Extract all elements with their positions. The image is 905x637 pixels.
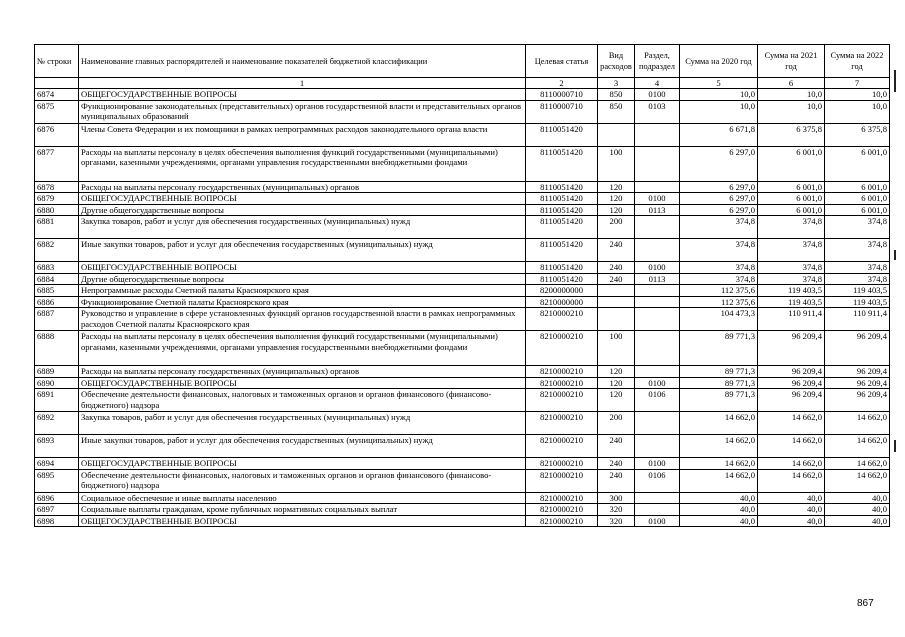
row-sum-2021: 6 375,8 [758, 123, 825, 146]
row-target-article: 8210000210 [526, 435, 598, 458]
row-name: ОБЩЕГОСУДАРСТВЕННЫЕ ВОПРОСЫ [79, 377, 526, 389]
row-number: 6885 [35, 285, 79, 297]
row-target-article: 8110051420 [526, 181, 598, 193]
row-sum-2022: 119 403,5 [825, 285, 890, 297]
row-section [635, 435, 680, 458]
row-name: Расходы на выплаты персоналу в целях обеспечения выполнения функций государственными (муниципальными) органами, казенными учреждениями, органами управления государственными внебюджетными фондами [79, 146, 526, 181]
row-number: 6897 [35, 504, 79, 516]
header-expense-type: Вид расходов [598, 45, 635, 78]
header-sum-2021: Сумма на 2021 год [758, 45, 825, 78]
row-sum-2020: 89 771,3 [680, 331, 758, 366]
row-name: Обеспечение деятельности финансовых, налоговых и таможенных органов и органов финансового (финансово-бюджетного) надзора [79, 469, 526, 492]
row-name: Функционирование законодательных (представительных) органов государственной власти и представительных органов муниципальных образований [79, 100, 526, 123]
row-number: 6882 [35, 239, 79, 262]
row-number: 6894 [35, 458, 79, 470]
row-sum-2020: 374,8 [680, 216, 758, 239]
column-index: 4 [635, 78, 680, 89]
row-sum-2020: 112 375,6 [680, 296, 758, 308]
row-sum-2021: 40,0 [758, 492, 825, 504]
row-sum-2020: 14 662,0 [680, 435, 758, 458]
row-expense-type: 300 [598, 492, 635, 504]
row-sum-2022: 14 662,0 [825, 469, 890, 492]
row-target-article: 8210000210 [526, 389, 598, 412]
header-sum-2020: Сумма на 2020 год [680, 45, 758, 78]
row-sum-2021: 374,8 [758, 216, 825, 239]
row-expense-type: 320 [598, 504, 635, 516]
row-section [635, 146, 680, 181]
row-sum-2020: 6 297,0 [680, 181, 758, 193]
row-expense-type: 240 [598, 435, 635, 458]
row-target-article: 8110051420 [526, 146, 598, 181]
row-number: 6874 [35, 89, 79, 101]
row-section: 0100 [635, 458, 680, 470]
row-number: 6876 [35, 123, 79, 146]
row-name: Функционирование Счетной палаты Красноярского края [79, 296, 526, 308]
row-target-article: 8210000210 [526, 515, 598, 527]
row-sum-2020: 89 771,3 [680, 377, 758, 389]
row-sum-2021: 6 001,0 [758, 181, 825, 193]
row-number: 6877 [35, 146, 79, 181]
budget-table [34, 44, 890, 527]
table-row [35, 285, 890, 297]
row-section [635, 216, 680, 239]
row-sum-2021: 374,8 [758, 262, 825, 274]
row-sum-2021: 96 209,4 [758, 389, 825, 412]
row-target-article: 8110000710 [526, 89, 598, 101]
row-sum-2022: 96 209,4 [825, 366, 890, 378]
table-row [35, 296, 890, 308]
row-name: Другие общегосударственные вопросы [79, 273, 526, 285]
row-section: 0103 [635, 100, 680, 123]
row-target-article: 8200000000 [526, 285, 598, 297]
row-sum-2021: 40,0 [758, 504, 825, 516]
row-sum-2020: 10,0 [680, 89, 758, 101]
table-row [35, 100, 890, 123]
row-sum-2021: 96 209,4 [758, 331, 825, 366]
row-section [635, 504, 680, 516]
row-number: 6891 [35, 389, 79, 412]
column-index: 3 [598, 78, 635, 89]
row-sum-2022: 10,0 [825, 100, 890, 123]
row-number: 6889 [35, 366, 79, 378]
row-name: Расходы на выплаты персоналу в целях обеспечения выполнения функций государственными (муниципальными) органами, казенными учреждениями, органами управления государственными внебюджетными фондами [79, 331, 526, 366]
table-row [35, 89, 890, 101]
row-number: 6895 [35, 469, 79, 492]
row-name: Иные закупки товаров, работ и услуг для обеспечения государственных (муниципальных) нужд [79, 239, 526, 262]
row-sum-2022: 14 662,0 [825, 412, 890, 435]
header-sum-2022: Сумма на 2022 год [825, 45, 890, 78]
row-expense-type: 120 [598, 366, 635, 378]
row-target-article: 8110051420 [526, 239, 598, 262]
row-sum-2022: 6 375,8 [825, 123, 890, 146]
row-sum-2020: 89 771,3 [680, 389, 758, 412]
column-index-row [35, 78, 890, 89]
row-name: Руководство и управление в сфере установленных функций органов государственной власти в рамках непрограммных расходов Счетной палаты Красноярского края [79, 308, 526, 331]
row-target-article: 8210000000 [526, 296, 598, 308]
row-target-article: 8210000210 [526, 504, 598, 516]
row-expense-type: 240 [598, 469, 635, 492]
row-sum-2020: 6 297,0 [680, 204, 758, 216]
row-sum-2020: 6 297,0 [680, 146, 758, 181]
row-sum-2021: 14 662,0 [758, 458, 825, 470]
row-number: 6875 [35, 100, 79, 123]
row-expense-type: 240 [598, 273, 635, 285]
row-section: 0100 [635, 89, 680, 101]
row-target-article: 8210000210 [526, 331, 598, 366]
row-section: 0113 [635, 273, 680, 285]
table-row [35, 331, 890, 366]
row-sum-2022: 6 001,0 [825, 204, 890, 216]
row-sum-2022: 110 911,4 [825, 308, 890, 331]
header-section: Раздел, подраздел [635, 45, 680, 78]
table-row [35, 239, 890, 262]
row-expense-type: 850 [598, 100, 635, 123]
row-name: Социальные выплаты гражданам, кроме публичных нормативных социальных выплат [79, 504, 526, 516]
row-sum-2022: 96 209,4 [825, 331, 890, 366]
row-target-article: 8210000210 [526, 377, 598, 389]
row-number: 6896 [35, 492, 79, 504]
table-row [35, 273, 890, 285]
table-row [35, 504, 890, 516]
row-target-article: 8110000710 [526, 100, 598, 123]
row-sum-2020: 112 375,6 [680, 285, 758, 297]
row-section [635, 285, 680, 297]
row-sum-2020: 374,8 [680, 273, 758, 285]
row-name: Члены Совета Федерации и их помощники в рамках непрограммных расходов законодательного органа власти [79, 123, 526, 146]
row-name: ОБЩЕГОСУДАРСТВЕННЫЕ ВОПРОСЫ [79, 458, 526, 470]
column-index: 5 [680, 78, 758, 89]
row-expense-type: 320 [598, 515, 635, 527]
table-row [35, 308, 890, 331]
row-section: 0100 [635, 262, 680, 274]
row-expense-type: 200 [598, 412, 635, 435]
row-sum-2021: 96 209,4 [758, 377, 825, 389]
row-section: 0100 [635, 193, 680, 205]
row-sum-2021: 119 403,5 [758, 285, 825, 297]
row-name: Непрограммные расходы Счетной палаты Красноярского края [79, 285, 526, 297]
table-row [35, 216, 890, 239]
row-sum-2022: 374,8 [825, 273, 890, 285]
row-sum-2020: 89 771,3 [680, 366, 758, 378]
row-number: 6878 [35, 181, 79, 193]
row-name: ОБЩЕГОСУДАРСТВЕННЫЕ ВОПРОСЫ [79, 89, 526, 101]
row-sum-2021: 374,8 [758, 239, 825, 262]
table-row [35, 515, 890, 527]
row-sum-2022: 14 662,0 [825, 458, 890, 470]
row-sum-2022: 374,8 [825, 216, 890, 239]
scan-edge-mark [894, 70, 896, 92]
row-name: Другие общегосударственные вопросы [79, 204, 526, 216]
row-target-article: 8110051420 [526, 273, 598, 285]
row-target-article: 8110051420 [526, 204, 598, 216]
row-name: ОБЩЕГОСУДАРСТВЕННЫЕ ВОПРОСЫ [79, 262, 526, 274]
row-sum-2020: 374,8 [680, 262, 758, 274]
table-row [35, 469, 890, 492]
table-row [35, 377, 890, 389]
row-sum-2020: 14 662,0 [680, 469, 758, 492]
row-sum-2021: 6 001,0 [758, 146, 825, 181]
row-sum-2020: 374,8 [680, 239, 758, 262]
row-target-article: 8210000210 [526, 308, 598, 331]
row-sum-2020: 10,0 [680, 100, 758, 123]
row-sum-2021: 96 209,4 [758, 366, 825, 378]
table-row [35, 204, 890, 216]
row-target-article: 8210000210 [526, 492, 598, 504]
header-name: Наименование главных распорядителей и наименование показателей бюджетной классификации [79, 45, 526, 78]
row-sum-2022: 40,0 [825, 492, 890, 504]
row-sum-2021: 374,8 [758, 273, 825, 285]
header-row-number: № строки [35, 45, 79, 78]
row-sum-2020: 40,0 [680, 504, 758, 516]
header-target-article: Целевая статья [526, 45, 598, 78]
row-expense-type [598, 296, 635, 308]
row-sum-2021: 14 662,0 [758, 412, 825, 435]
row-section: 0100 [635, 377, 680, 389]
row-target-article: 8110051420 [526, 262, 598, 274]
row-sum-2022: 96 209,4 [825, 377, 890, 389]
row-name: ОБЩЕГОСУДАРСТВЕННЫЕ ВОПРОСЫ [79, 193, 526, 205]
header-row [35, 45, 890, 78]
table-row [35, 181, 890, 193]
row-expense-type: 120 [598, 389, 635, 412]
row-sum-2021: 10,0 [758, 89, 825, 101]
row-section [635, 331, 680, 366]
row-name: Закупка товаров, работ и услуг для обеспечения государственных (муниципальных) нужд [79, 216, 526, 239]
row-expense-type: 850 [598, 89, 635, 101]
row-number: 6887 [35, 308, 79, 331]
column-index [35, 78, 79, 89]
row-expense-type: 120 [598, 193, 635, 205]
column-index: 2 [526, 78, 598, 89]
row-expense-type: 100 [598, 146, 635, 181]
row-number: 6881 [35, 216, 79, 239]
row-section: 0106 [635, 389, 680, 412]
row-name: Расходы на выплаты персоналу государственных (муниципальных) органов [79, 181, 526, 193]
row-number: 6883 [35, 262, 79, 274]
row-expense-type: 240 [598, 239, 635, 262]
row-name: Социальное обеспечение и иные выплаты населению [79, 492, 526, 504]
row-expense-type: 240 [598, 262, 635, 274]
scan-edge-mark [894, 250, 896, 260]
row-expense-type: 120 [598, 181, 635, 193]
table-body [35, 89, 890, 527]
table-row [35, 123, 890, 146]
row-sum-2021: 14 662,0 [758, 435, 825, 458]
row-sum-2020: 6 297,0 [680, 193, 758, 205]
row-target-article: 8210000210 [526, 458, 598, 470]
row-section [635, 239, 680, 262]
table-row [35, 146, 890, 181]
row-sum-2020: 40,0 [680, 515, 758, 527]
row-sum-2022: 6 001,0 [825, 181, 890, 193]
table-row [35, 389, 890, 412]
row-expense-type: 240 [598, 458, 635, 470]
table-row [35, 262, 890, 274]
row-sum-2022: 40,0 [825, 515, 890, 527]
row-number: 6879 [35, 193, 79, 205]
column-index: 6 [758, 78, 825, 89]
row-expense-type: 200 [598, 216, 635, 239]
row-target-article: 8110051420 [526, 123, 598, 146]
row-name: Иные закупки товаров, работ и услуг для обеспечения государственных (муниципальных) нужд [79, 435, 526, 458]
row-sum-2022: 119 403,5 [825, 296, 890, 308]
row-target-article: 8110051420 [526, 216, 598, 239]
table-row [35, 458, 890, 470]
row-sum-2022: 6 001,0 [825, 146, 890, 181]
row-number: 6898 [35, 515, 79, 527]
table-row [35, 193, 890, 205]
row-number: 6892 [35, 412, 79, 435]
row-sum-2022: 10,0 [825, 89, 890, 101]
row-section: 0100 [635, 515, 680, 527]
row-sum-2022: 374,8 [825, 239, 890, 262]
row-expense-type: 100 [598, 331, 635, 366]
column-index: 7 [825, 78, 890, 89]
row-sum-2020: 40,0 [680, 492, 758, 504]
row-expense-type [598, 123, 635, 146]
row-sum-2021: 10,0 [758, 100, 825, 123]
table-row [35, 412, 890, 435]
row-name: Расходы на выплаты персоналу государственных (муниципальных) органов [79, 366, 526, 378]
row-sum-2021: 119 403,5 [758, 296, 825, 308]
row-sum-2021: 6 001,0 [758, 204, 825, 216]
row-sum-2021: 40,0 [758, 515, 825, 527]
row-section [635, 123, 680, 146]
row-number: 6888 [35, 331, 79, 366]
row-expense-type: 120 [598, 377, 635, 389]
row-name: Закупка товаров, работ и услуг для обеспечения государственных (муниципальных) нужд [79, 412, 526, 435]
table-row [35, 435, 890, 458]
row-sum-2022: 40,0 [825, 504, 890, 516]
row-name: Обеспечение деятельности финансовых, налоговых и таможенных органов и органов финансового (финансово-бюджетного) надзора [79, 389, 526, 412]
row-sum-2020: 6 671,8 [680, 123, 758, 146]
row-sum-2021: 14 662,0 [758, 469, 825, 492]
row-section [635, 492, 680, 504]
row-section [635, 366, 680, 378]
row-target-article: 8210000210 [526, 412, 598, 435]
row-number: 6890 [35, 377, 79, 389]
row-section [635, 308, 680, 331]
row-expense-type: 120 [598, 204, 635, 216]
budget-table-page [34, 44, 889, 527]
row-sum-2020: 104 473,3 [680, 308, 758, 331]
row-section [635, 412, 680, 435]
row-name: ОБЩЕГОСУДАРСТВЕННЫЕ ВОПРОСЫ [79, 515, 526, 527]
row-number: 6886 [35, 296, 79, 308]
row-sum-2022: 96 209,4 [825, 389, 890, 412]
page-number: 867 [857, 598, 874, 609]
row-sum-2022: 374,8 [825, 262, 890, 274]
row-expense-type [598, 285, 635, 297]
row-number: 6893 [35, 435, 79, 458]
row-section [635, 296, 680, 308]
row-target-article: 8210000210 [526, 366, 598, 378]
row-section: 0106 [635, 469, 680, 492]
row-sum-2022: 14 662,0 [825, 435, 890, 458]
table-row [35, 366, 890, 378]
row-sum-2021: 6 001,0 [758, 193, 825, 205]
row-expense-type [598, 308, 635, 331]
row-target-article: 8110051420 [526, 193, 598, 205]
row-number: 6880 [35, 204, 79, 216]
row-section: 0113 [635, 204, 680, 216]
row-sum-2020: 14 662,0 [680, 412, 758, 435]
table-row [35, 492, 890, 504]
row-sum-2021: 110 911,4 [758, 308, 825, 331]
column-index: 1 [79, 78, 526, 89]
row-sum-2020: 14 662,0 [680, 458, 758, 470]
row-target-article: 8210000210 [526, 469, 598, 492]
scan-edge-mark [894, 440, 896, 452]
row-number: 6884 [35, 273, 79, 285]
row-sum-2022: 6 001,0 [825, 193, 890, 205]
row-section [635, 181, 680, 193]
